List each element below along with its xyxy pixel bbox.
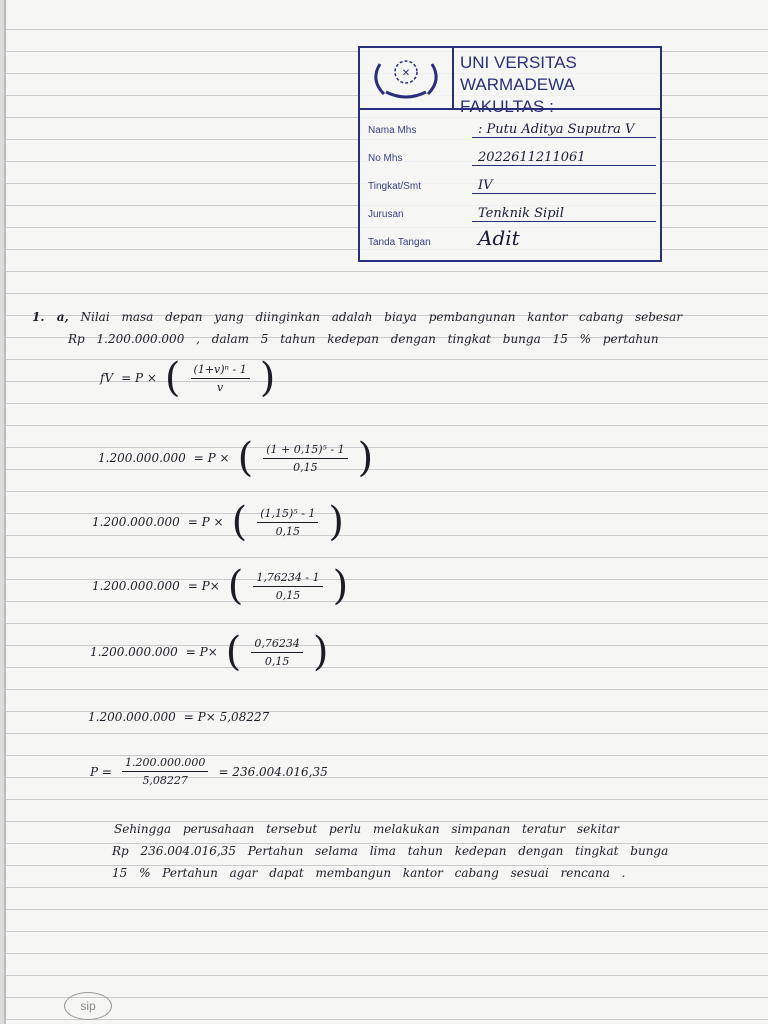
equation-3: 1.200.000.000 = P × ( $\frac{\text{(1,15)⁵ - 1}}{0,15}$ ) [92,499,345,545]
field-label: No Mhs [368,153,403,164]
intro-text: Nilai masa depan yang diinginkan adalah biaya pembangunan kantor cabang sebesar [80,310,683,324]
eq-op: = P× [185,645,218,659]
eq-lhs: 1.200.000.000 [90,645,178,659]
field-department [368,196,656,222]
conclusion-line-2: Rp 236.004.016,35 Pertahun selama lima tahun kedepan dengan tingkat bunga [112,844,669,858]
numerator: (1+v)ⁿ - 1 [191,363,250,379]
field-label: Jurusan [368,209,404,220]
eq-op: = P × [187,515,224,529]
question-number: 1. a, [32,310,69,324]
conclusion-line-3: 15 % Pertahun agar dapat membangun kantor cabang sesuai rencana . [112,866,626,880]
numerator: 1.200.000.000 [122,756,208,772]
denominator: 0,15 [293,460,318,474]
equation-4: 1.200.000.000 = P× ( $\frac{1,76234 - 1}{0,15}$ ) [92,563,349,609]
field-semester [368,168,656,194]
field-student-name [368,112,656,138]
eq-lhs: 1.200.000.000 [98,451,186,465]
denominator: 0,15 [275,524,301,538]
eq-lhs: fV [100,371,114,385]
field-label: Tingkat/Smt [368,181,421,192]
university-logo-icon [366,54,446,102]
faculty-label: FAKULTAS : [460,97,554,116]
field-label: Nama Mhs [368,125,417,136]
fraction [122,756,208,787]
fraction [251,637,303,668]
signature: Adit [478,226,520,250]
denominator: 0,15 [275,588,301,602]
svg-text:✕: ✕ [401,68,411,79]
eq-lhs: P = [90,764,112,779]
numerator: (1 + 0,15)⁵ - 1 [263,443,347,459]
field-value: 2022611211061 [472,150,656,166]
denominator: 5,08227 [142,774,188,787]
eq-lhs: 1.200.000.000 [92,515,180,529]
page-edge [4,0,6,1024]
question-intro-line-2: Rp 1.200.000.000 , dalam 5 tahun kedepan dengan tingkat bunga 15 % pertahun [68,332,659,346]
eq-op: = P × [193,451,230,465]
numerator: 1,76234 - 1 [253,571,322,587]
eq-lhs: 1.200.000.000 [92,579,180,593]
field-signature [368,224,656,250]
stamp-header [452,48,660,116]
equation-5: 1.200.000.000 = P× ( $\frac{0,76234}{0,15}$ ) [90,629,329,675]
equation-1: fV = P × ( $\frac{\text{(1+v)ⁿ - 1}}{v}$ ) [100,355,276,401]
eq-op: = P × [121,371,157,385]
fraction [191,363,250,394]
fraction [253,571,322,602]
stamp-divider [360,108,660,110]
field-value: IV [472,178,656,194]
university-stamp [358,46,662,262]
conclusion-line-1: Sehingga perusahaan tersebut perlu melakukan simpanan teratur sekitar [114,822,620,836]
field-value: : Putu Aditya Suputra V [472,122,656,138]
eq-result: = 236.004.016,35 [218,764,328,779]
denominator: 0,15 [264,654,290,668]
notebook-brand-logo: sip [64,992,112,1020]
equation-7 [90,756,328,787]
field-value: Tenknik Sipil [472,206,656,222]
eq-rhs: = P× 5,08227 [183,710,270,724]
university-name: UNI VERSITAS WARMADEWA [460,53,577,94]
fraction [263,443,347,474]
numerator: (1,15)⁵ - 1 [257,507,318,523]
eq-op: = P× [187,579,220,593]
equation-2: 1.200.000.000 = P × ( $\frac{\text{(1 + 0,15)⁵ - 1}}{0,15}$ ) [98,435,374,481]
fraction [257,507,318,538]
eq-lhs: 1.200.000.000 [88,710,176,724]
field-student-number [368,140,656,166]
numerator: 0,76234 [251,637,303,653]
denominator: v [217,380,224,394]
field-label: Tanda Tangan [368,237,431,248]
question-intro-line-1 [32,310,682,324]
equation-6 [88,710,269,724]
